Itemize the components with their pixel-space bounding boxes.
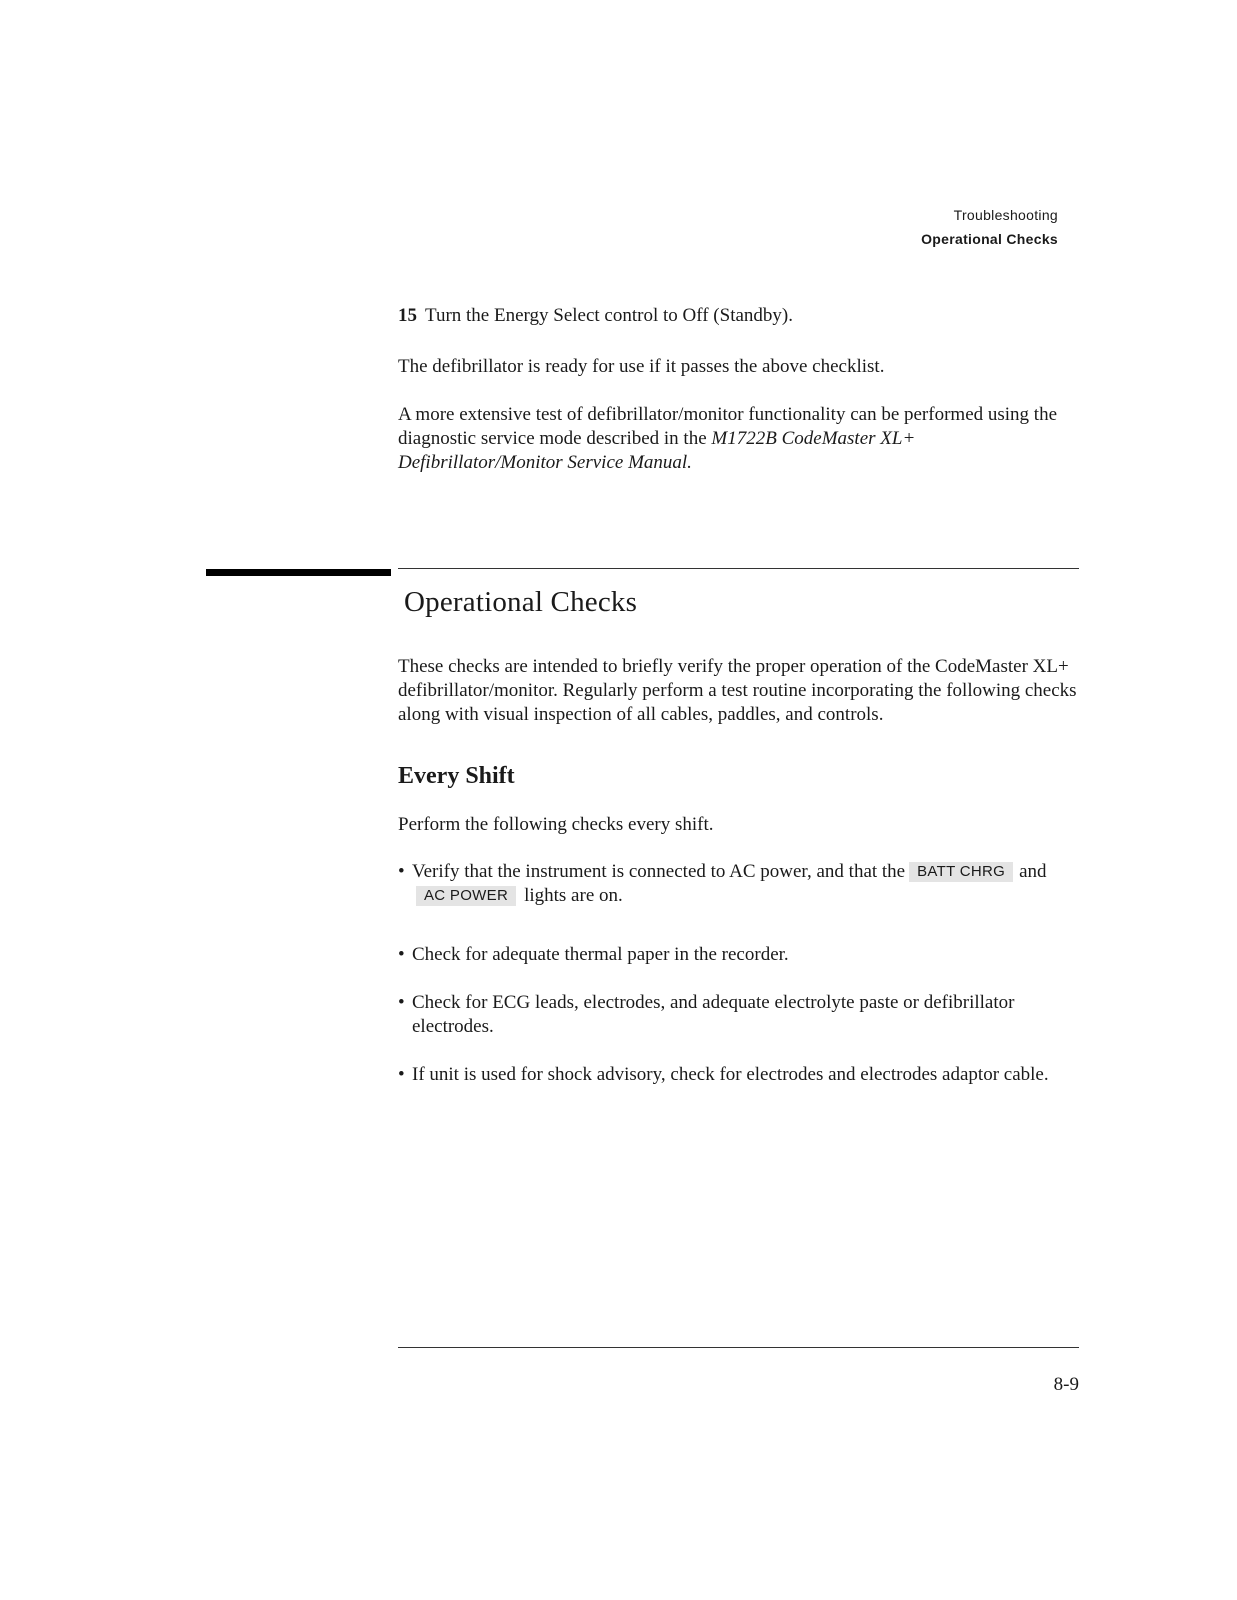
- service-manual-title: M1722B CodeMaster XL+ Defibrillator/Monitor Service Manual.: [398, 428, 916, 473]
- bullet-glyph: •: [398, 992, 405, 1013]
- list-item: [398, 860, 1078, 908]
- bullet-glyph: •: [398, 944, 405, 965]
- bullet4-text: If unit is used for shock advisory, check for electrodes and electrodes adaptor cable.: [412, 1064, 1049, 1085]
- bullet1-text-part1: Verify that the instrument is connected to AC power, and that the: [412, 861, 906, 882]
- section-heading: Operational Checks: [404, 586, 638, 618]
- batt-chrg-key-label: BATT CHRG: [909, 862, 1013, 882]
- ready-paragraph: The defibrillator is ready for use if it passes the above checklist.: [398, 356, 885, 377]
- extensive-lead-text: A more extensive test of defibrillator/monitor functionality can be performed using the diagnostic service mode described in the: [398, 404, 1058, 449]
- step-number: 15: [398, 305, 417, 326]
- running-header-title: Operational Checks: [921, 231, 1058, 247]
- step-15: [398, 304, 1078, 328]
- ac-power-key-label: AC POWER: [416, 886, 516, 906]
- bullet-glyph: •: [398, 861, 405, 882]
- bullet1-text-part2: and: [1019, 861, 1047, 882]
- bullet2-text: Check for adequate thermal paper in the recorder.: [412, 944, 789, 965]
- bullet1-text-part3: lights are on.: [524, 885, 623, 906]
- every-shift-intro: Perform the following checks every shift.: [398, 814, 714, 835]
- step-text: Turn the Energy Select control to Off (Standby).: [425, 305, 793, 326]
- list-item: [398, 1063, 1078, 1087]
- list-item: [398, 991, 1078, 1039]
- footer-divider: [398, 1347, 1079, 1348]
- bullet-glyph: •: [398, 1064, 405, 1085]
- extensive-test-paragraph: [398, 403, 1078, 475]
- section-intro-paragraph: These checks are intended to briefly verify the proper operation of the CodeMaster XL+ defibrillator/monitor. Regularly perform a test routine incorporating the following checks along with visual inspection of all cables, paddles, and controls.: [398, 656, 1077, 725]
- section-divider: [398, 568, 1079, 569]
- list-item: [398, 943, 1078, 967]
- every-shift-heading: Every Shift: [398, 763, 515, 789]
- bullet3-text: Check for ECG leads, electrodes, and adequate electrolyte paste or defibrillator electrodes.: [412, 992, 1015, 1037]
- section-marker-bar: [206, 569, 391, 576]
- running-header-section: Troubleshooting: [953, 207, 1058, 223]
- page-number: 8-9: [1053, 1374, 1079, 1395]
